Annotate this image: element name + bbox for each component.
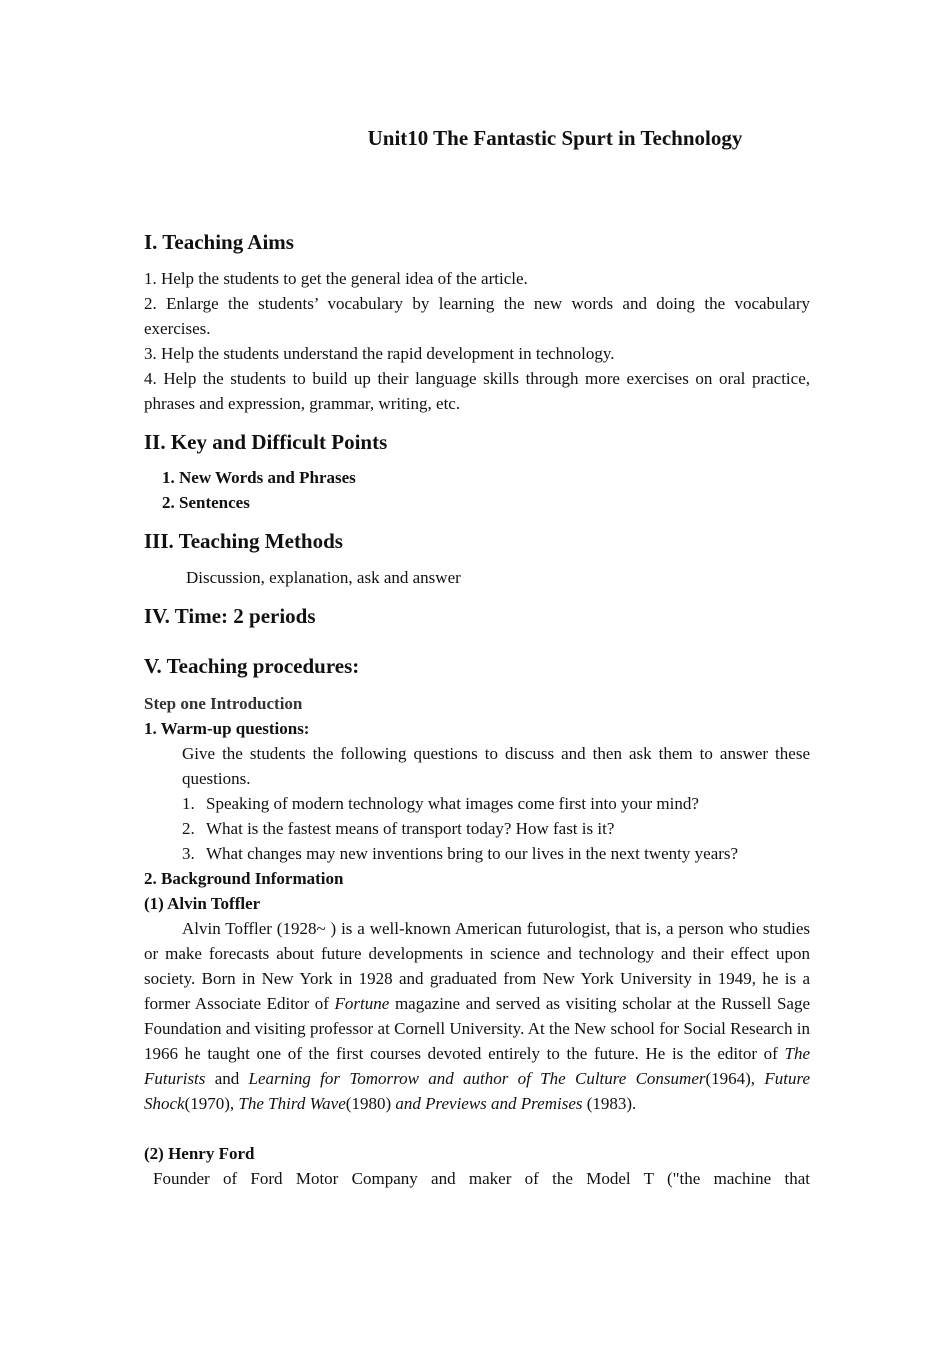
methods-text: Discussion, explanation, ask and answer: [186, 568, 461, 587]
toffler-italic-future-shock: Future Shock: [144, 1069, 810, 1113]
question-text: What is the fastest means of transport today? How fast is it?: [206, 819, 615, 838]
toffler-italic-previews: and Previews and Premises: [395, 1094, 583, 1113]
warmup-heading: 1. Warm-up questions:: [144, 719, 310, 738]
question-text: What changes may new inventions bring to our lives in the next twenty years?: [206, 844, 739, 863]
aim-item: 1. Help the students to get the general idea of the article.: [144, 269, 528, 288]
ford-heading: (2) Henry Ford: [144, 1144, 255, 1163]
question-item: [144, 816, 810, 841]
toffler-text: (1964),: [705, 1069, 765, 1088]
document-title: Unit10 The Fantastic Spurt in Technology: [367, 126, 743, 150]
section-heading: IV. Time: 2 periods: [144, 604, 316, 628]
step-heading: Step one Introduction: [144, 694, 303, 713]
toffler-text: (1970),: [184, 1094, 239, 1113]
warmup-intro: Give the students the following questions to discuss and then ask them to answer these questions.: [182, 744, 810, 788]
section-teaching-aims: [144, 228, 810, 416]
question-item: [144, 791, 810, 816]
question-number: 3.: [182, 844, 195, 863]
toffler-paragraph: [144, 916, 810, 1116]
question-item: [144, 841, 810, 866]
toffler-italic-futurists: The Futurists: [144, 1044, 810, 1088]
key-point-item: 2. Sentences: [162, 493, 250, 512]
aim-item: 2. Enlarge the students’ vocabulary by learning the new words and doing the vocabulary exercises.: [144, 294, 810, 338]
toffler-italic-fortune: Fortune: [334, 994, 390, 1013]
aim-item: 4. Help the students to build up their language skills through more exercises on oral practice, phrases and expression, grammar, writing, etc.: [144, 369, 810, 413]
toffler-italic-third-wave: The Third Wave: [238, 1094, 346, 1113]
section-teaching-methods: [144, 527, 810, 590]
section-key-points: [144, 428, 810, 515]
toffler-text: magazine and served as visiting scholar at the Russell Sage Foundation and visiting professor at Cornell University. At the New school for Social Research in 1966 he taught one of the first courses devoted entirely to the future. He is the editor of: [144, 994, 810, 1063]
toffler-text: (1983).: [582, 1094, 637, 1113]
question-text: Speaking of modern technology what images come first into your mind?: [206, 794, 699, 813]
question-number: 2.: [182, 819, 195, 838]
section-procedures: [144, 652, 810, 1191]
toffler-text: Alvin Toffler (1928~ ) is a well-known American futurologist, that is, a person who studies or make forecasts about future developments in science and technology and their effect upon society. Born in New York in 1928 and graduated from New York University in 1949, he is a former Associate Editor of: [144, 919, 810, 1013]
question-number: 1.: [182, 794, 195, 813]
toffler-text: and: [205, 1069, 249, 1088]
section-heading: V. Teaching procedures:: [144, 654, 360, 678]
toffler-italic-learning: Learning for Tomorrow and author of The Culture Consumer: [248, 1069, 706, 1088]
section-time: [144, 602, 810, 630]
aim-item: 3. Help the students understand the rapid development in technology.: [144, 344, 615, 363]
toffler-heading: (1) Alvin Toffler: [144, 894, 261, 913]
toffler-text: (1980): [345, 1094, 396, 1113]
key-point-item: 1. New Words and Phrases: [162, 468, 356, 487]
background-heading: 2. Background Information: [144, 869, 344, 888]
section-heading: III. Teaching Methods: [144, 529, 343, 553]
section-heading: II. Key and Difficult Points: [144, 430, 388, 454]
section-heading: I. Teaching Aims: [144, 230, 294, 254]
ford-paragraph: Founder of Ford Motor Company and maker of the Model T ("the machine that: [153, 1169, 810, 1188]
